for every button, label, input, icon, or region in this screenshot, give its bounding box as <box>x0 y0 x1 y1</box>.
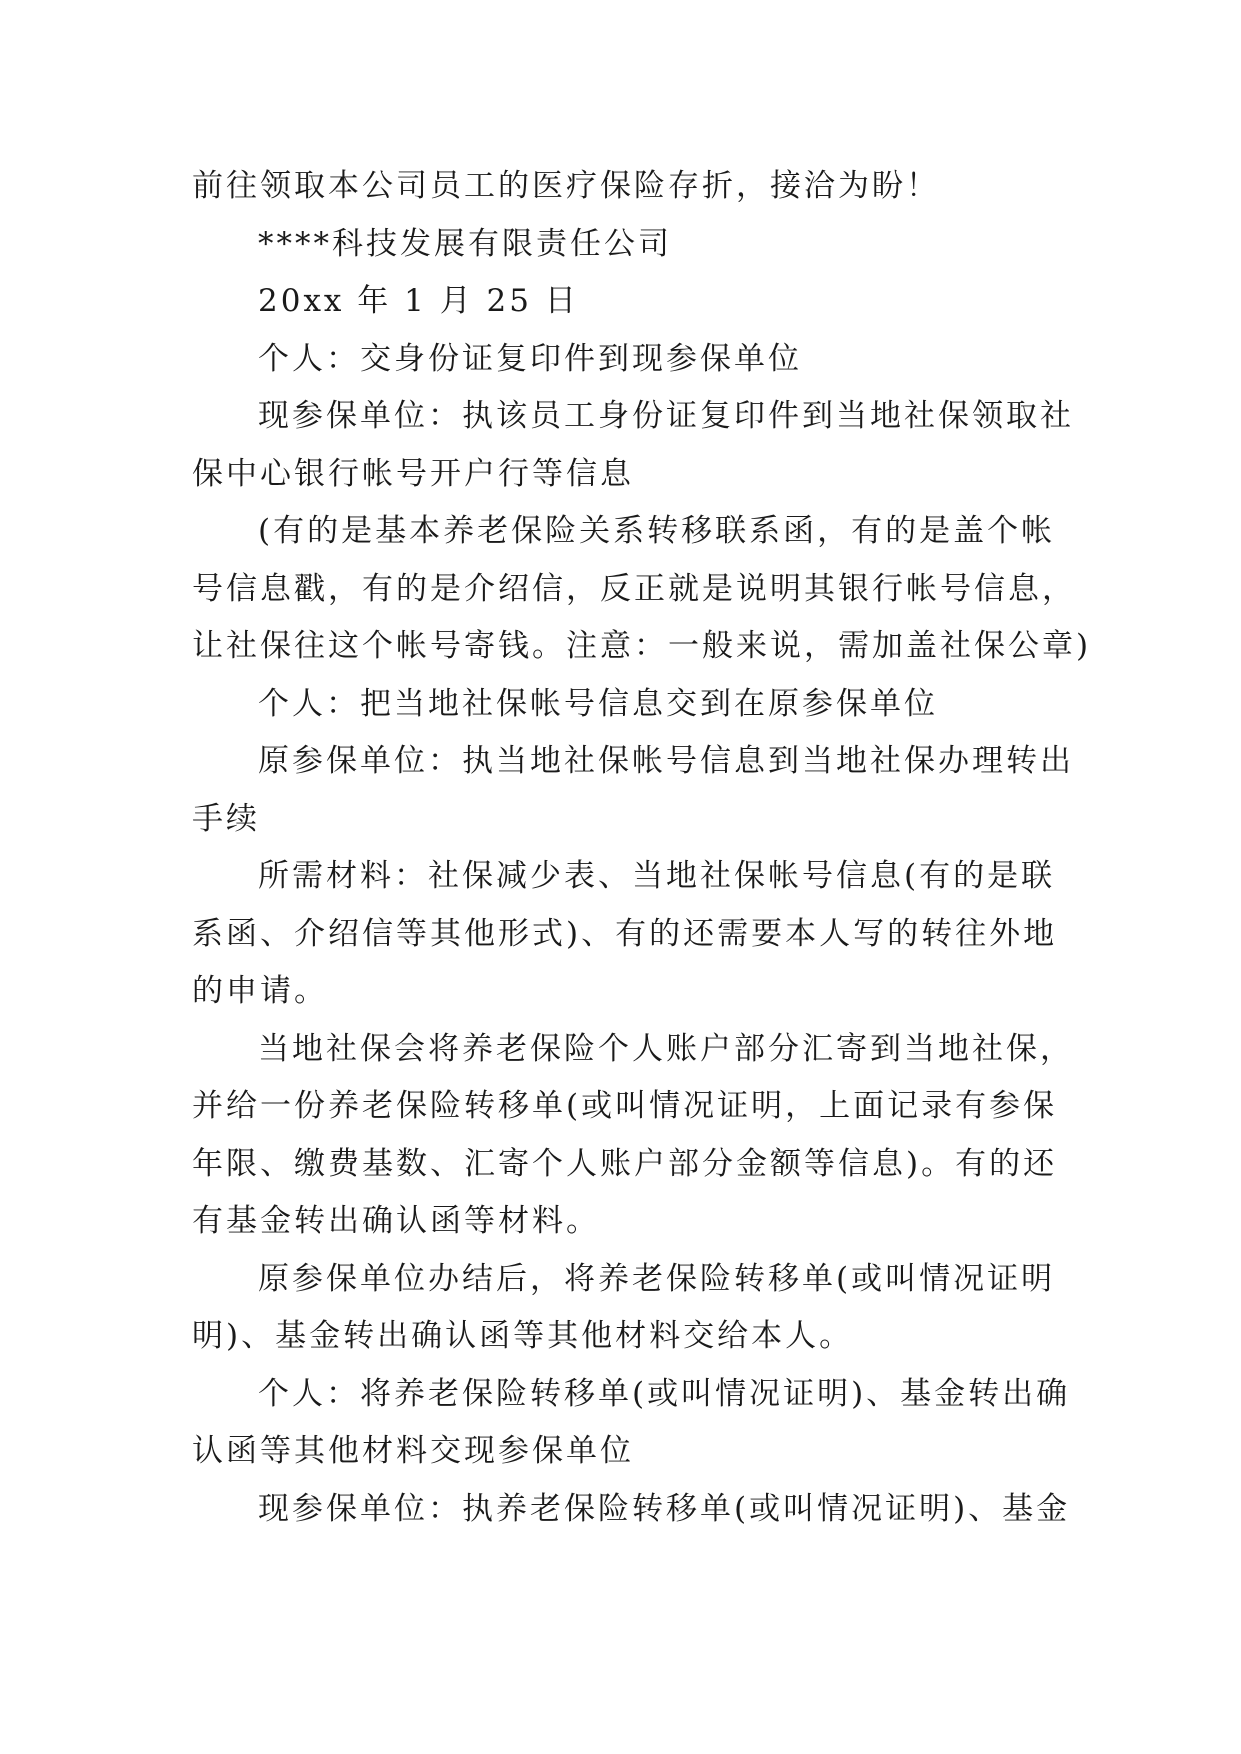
text-line: 20xx 年 1 月 25 日 <box>258 283 579 319</box>
text-line: 明)、基金转出确认函等其他材料交给本人。 <box>192 1318 854 1354</box>
text-line: 原参保单位办结后，将养老保险转移单(或叫情况证明 <box>258 1260 1056 1297</box>
text-line: 个人：交身份证复印件到现参保单位 <box>258 340 802 377</box>
text-line: 号信息戳，有的是介绍信，反正就是说明其银行帐号信息， <box>192 570 1076 607</box>
document-body <box>192 158 1092 1538</box>
text-line: 现参保单位：执养老保险转移单(或叫情况证明)、基金 <box>258 1490 1071 1527</box>
text-line: 系函、介绍信等其他形式)、有的还需要本人写的转往外地 <box>192 915 1058 952</box>
text-line: 年限、缴费基数、汇寄个人账户部分金额等信息)。有的还 <box>192 1145 1058 1182</box>
text-line: 当地社保会将养老保险个人账户部分汇寄到当地社保， <box>258 1030 1074 1067</box>
text-line: 让社保往这个帐号寄钱。注意：一般来说，需加盖社保公章) <box>192 628 1092 664</box>
text-line: 保中心银行帐号开户行等信息 <box>192 455 634 492</box>
text-line: 原参保单位：执当地社保帐号信息到当地社保办理转出 <box>258 743 1074 779</box>
text-line: 认函等其他材料交现参保单位 <box>192 1433 634 1469</box>
text-line: 现参保单位：执该员工身份证复印件到当地社保领取社 <box>258 398 1074 434</box>
text-line: 个人：把当地社保帐号信息交到在原参保单位 <box>258 685 938 722</box>
text-line: 并给一份养老保险转移单(或叫情况证明，上面记录有参保 <box>192 1088 1058 1124</box>
text-line: 手续 <box>192 800 260 837</box>
text-line: 个人：将养老保险转移单(或叫情况证明)、基金转出确 <box>258 1375 1071 1412</box>
text-line: 有基金转出确认函等材料。 <box>192 1203 600 1239</box>
text-line: 的申请。 <box>192 973 328 1009</box>
text-line: 前往领取本公司员工的医疗保险存折，接洽为盼！ <box>192 168 940 204</box>
text-line: 所需材料：社保减少表、当地社保帐号信息(有的是联 <box>258 858 1056 894</box>
text-line: (有的是基本养老保险关系转移联系函，有的是盖个帐 <box>258 513 1056 549</box>
text-line: ****科技发展有限责任公司 <box>258 225 672 262</box>
